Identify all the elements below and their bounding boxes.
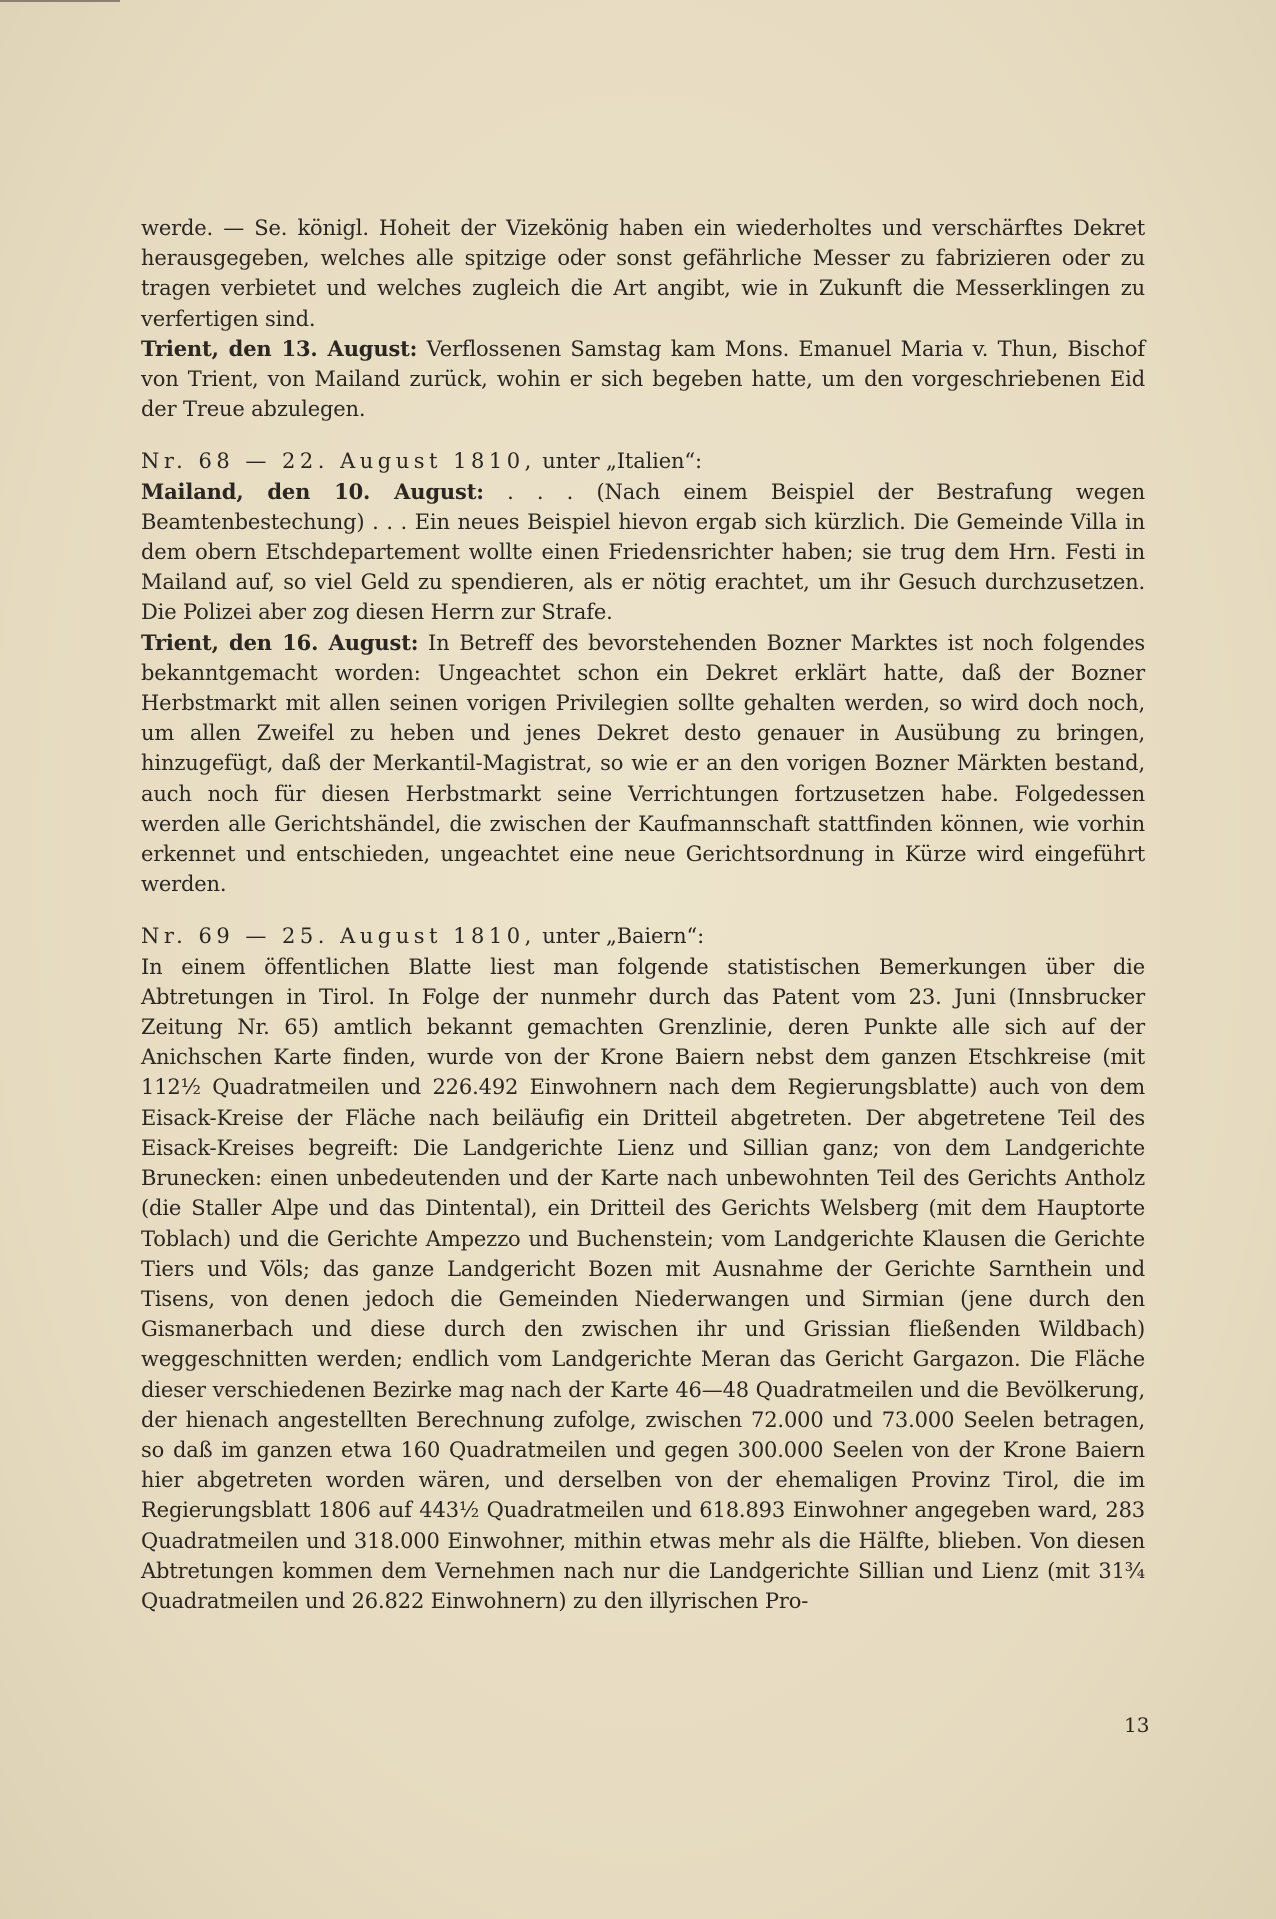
dateline: Trient, den 13. August:	[141, 335, 418, 361]
body-text	[141, 213, 1145, 1616]
paragraph-text: . . . (Nach einem Beispiel der Bestrafung wegen Beamtenbestechung) . . . Ein neues Beispiel hievon ergab sich kürzlich. Die Gemeinde Villa in dem obern Etschdepartement wollte einen Friedensrichter haben; sie trug dem Hrn. Festi in Mailand auf, so viel Geld zu spendieren, als er nötig erachtet, um ihr Gesuch durchzusetzen. Die Polizei aber zog diesen Herrn zur Strafe.	[141, 479, 1145, 625]
issue-section: unter „Baiern“:	[535, 924, 705, 949]
issue-number: Nr. 69 — 25. August 1810,	[141, 924, 536, 949]
dateline: Trient, den 16. August:	[141, 629, 419, 655]
paragraph-text: werde. — Se. königl. Hoheit der Vizekönig haben ein wiederholtes und verschärftes Dekret herausgegeben, welches alle spitzige oder sonst gefährliche Messer zu fabrizieren oder zu tragen verbietet und welches zugleich die Art angibt, wie in Zukunft die Messerklingen zu verfertigen sind.	[141, 216, 1145, 331]
page-number: 13	[1124, 1713, 1150, 1737]
issue-number: Nr. 68 — 22. August 1810,	[141, 449, 536, 474]
paragraph-text: In Betreff des bevorstehenden Bozner Marktes ist noch folgendes bekanntgemacht worden: Ungeachtet schon ein Dekret erklärt hatte, daß der Bozner Herbstmarkt mit allen seinen vorigen Privilegien sollte gehalten werden, so wird doch noch, um allen Zweifel zu heben und jenes Dekret desto genauer in Ausübung zu bringen, hinzugefügt, daß der Merkantil-Magistrat, so wie er an den vorigen Bozner Märkten bestand, auch noch für diesen Herbstmarkt seine Verrichtungen fortzusetzen habe. Folgedessen werden alle Gerichtshändel, die zwischen der Kaufmannschaft stattfinden können, wie vorhin erkennet und entschieden, ungeachtet eine neue Gerichtsordnung in Kürze wird eingeführt werden.	[141, 630, 1146, 897]
section-gap	[141, 899, 1145, 921]
dateline: Mailand, den 10. August:	[141, 478, 484, 504]
issue-section: unter „Italien“:	[535, 449, 702, 474]
paragraph-continuation	[141, 213, 1145, 334]
paragraph-trient-16-august	[141, 628, 1145, 900]
paragraph-text: In einem öffentlichen Blatte liest man folgende statistischen Bemerkungen über die Abtretungen in Tirol. In Folge der nunmehr durch das Patent vom 23. Juni (Innsbrucker Zeitung Nr. 65) amtlich bekannt gemachten Grenzlinie, deren Punkte alle sich auf der Anichschen Karte finden, wurde von der Krone Baiern nebst dem ganzen Etschkreise (mit 112½ Quadratmeilen und 226.492 Einwohnern nach dem Regierungsblatte) auch von dem Eisack-Kreise der Fläche nach beiläufig ein Dritteil abgetreten. Der abgetretene Teil des Eisack-Kreises begreift: Die Landgerichte Lienz und Sillian ganz; von dem Landgerichte Brunecken: einen unbedeutenden und der Karte nach unbewohnten Teil des Gerichts Antholz (die Staller Alpe und das Dintental), ein Dritteil des Gerichts Welsberg (mit dem Hauptorte Toblach) und die Gerichte Ampezzo und Buchenstein; vom Landgerichte Klausen die Gerichte Tiers und Völs; das ganze Landgericht Bozen mit Ausnahme der Gerichte Sarnthein und Tisens, von denen jedoch die Gemeinden Niederwangen und Sirmian (jene durch den Gismanerbach und diese durch den zwischen ihr und Grissian fließenden Wildbach) weggeschnitten werden; endlich vom Landgerichte Meran das Gericht Gargazon. Die Fläche dieser verschiedenen Bezirke mag nach der Karte 46—48 Quadratmeilen und die Bevölkerung, der hienach angestellten Berechnung zufolge, zwischen 72.000 und 73.000 Seelen betragen, so daß im ganzen etwa 160 Quadratmeilen und gegen 300.000 Seelen von der Krone Baiern hier abgetreten worden wären, und derselben von der ehemaligen Provinz Tirol, die im Regierungsblatt 1806 auf 443½ Quadratmeilen und 618.893 Einwohner angegeben ward, 283 Quadratmeilen und 318.000 Einwohner, mithin etwas mehr als die Hälfte, blieben. Von diesen Abtretungen kommen dem Vernehmen nach nur die Landgerichte Sillian und Lienz (mit 31¾ Quadratmeilen und 26.822 Einwohnern) zu den illyrischen Pro-	[141, 954, 1145, 1613]
section-gap	[141, 424, 1145, 446]
issue-heading-nr-68	[141, 446, 1145, 476]
paragraph-text: Verflossenen Samstag kam Mons. Emanuel Maria v. Thun, Bischof von Trient, von Mailand zurück, wohin er sich begeben hatte, um den vorgeschriebenen Eid der Treue abzulegen.	[141, 336, 1145, 422]
paragraph-trient-13-august	[141, 334, 1145, 425]
top-edge-rule	[0, 0, 120, 2]
paragraph-mailand-10-august	[141, 477, 1145, 628]
paragraph-statistics	[141, 952, 1145, 1616]
issue-heading-nr-69	[141, 921, 1145, 951]
